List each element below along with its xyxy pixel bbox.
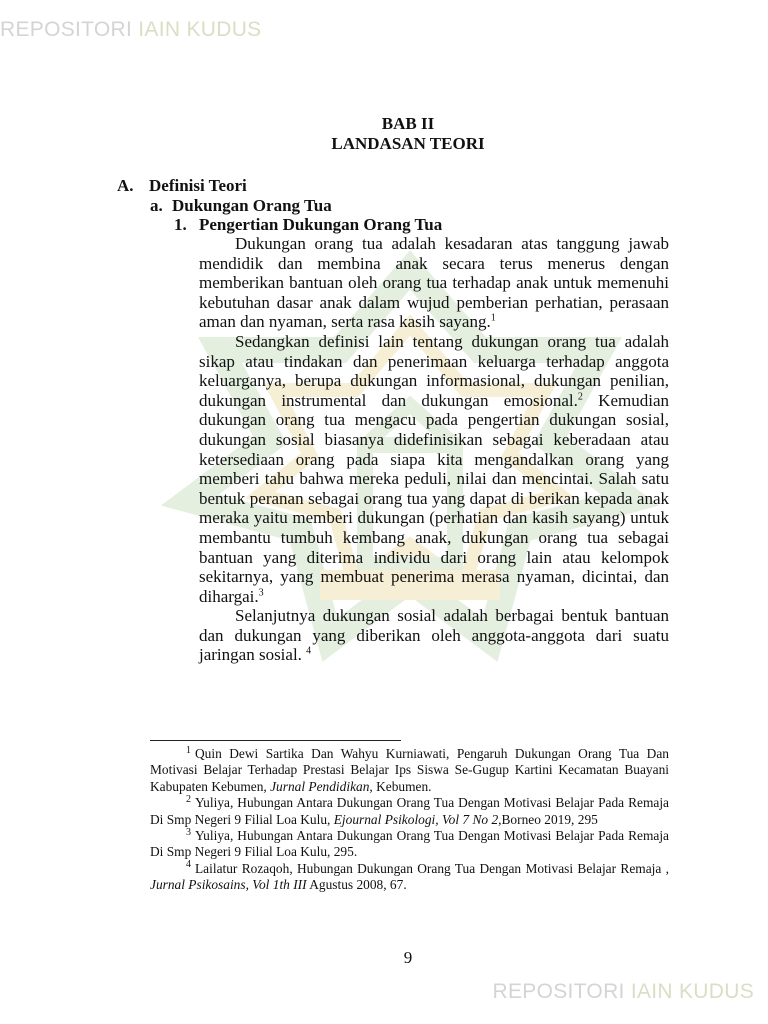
footnote-ref: 3 [258,587,264,599]
footnote: $^2$ Yuliya, Hubungan Antara Dukungan Orang Tua Dengan Motivasi Belajar Pada Remaja Di Smp Negeri 9 Filial Loa Kulu, Ejournal Psikologi, Vol 7 No 2,Borneo 2019, 295 [150,793,669,827]
paragraph: Sedangkan definisi lain tentang dukungan orang tua adalah sikap atau tindakan dan penerimaan keluarga terhadap anggota keluarganya, berupa dukungan informasional, dukungan penilian, dukungan instrumental dan dukungan emosional.$^2$ Kemudian dukungan orang tua mengacu pada pengertian dukungan sosial, dukungan sosial biasanya didefinisikan sebagai keberadaan atau ketersediaan orang pada siapa kita mengandalkan orang yang memberi tahu bahwa mereka peduli, nilai dan mencintai. Salah satu bentuk peranan sebagai orang tua yang dapat di berikan kepada anak meraka yaitu memberi dukungan (perhatian dan kasih sayang) untuk membantu tumbuh kembang anak, dukungan orang tua sebagai bantuan yang diterima individu dari orang lain atau kelompok sekitarnya, yang membuat penerima merasa nyaman, dicintai, dan dihargai.$^3$ [199,331,669,606]
paragraph: Selanjutnya dukungan sosial adalah berbagai bentuk bantuan dan dukungan yang diberikan oleh anggota-anggota dari suatu jaringan sosial. $^4$ [199,606,669,665]
chapter-title: LANDASAN TEORI [331,134,485,153]
body-text [199,234,669,665]
footnote-separator [150,740,401,741]
subsubsection-heading-1: 1. Pengertian Dukungan Orang Tua [174,215,443,234]
footnote-ref: 1 [490,312,496,324]
paragraph: Dukungan orang tua adalah kesadaran atas tanggung jawab mendidik dan membina anak secara terus menerus dengan memberikan bantuan oleh orang tua terhadap anak untuk memenuhi kebutuhan dasar anak dalam wujud pemberian perhatian, perasaan aman dan nyaman, serta rasa kasih sayang.$^1$ [199,234,669,332]
repository-watermark-top: REPOSITORI IAIN KUDUS [0,18,262,41]
footnote: $^1$ Quin Dewi Sartika Dan Wahyu Kurniawati, Pengaruh Dukungan Orang Tua Dan Motivasi Belajar Terhadap Prestasi Belajar Ips Siswa Se-Gugup Kartini Kecamatan Buayani Kabupaten Kebumen, Jurnal Pendidikan, Kebumen. [150,744,669,794]
chapter-number: BAB II [381,114,435,133]
subsection-heading-a: a. Dukungan Orang Tua [150,196,332,215]
footnote-ref: 2 [577,391,583,403]
footnote: $^4$ Lailatur Rozaqoh, Hubungan Dukungan Orang Tua Dengan Motivasi Belajar Remaja , Jurnal Psikosains, Vol 1th III Agustus 2008, 67. [150,859,669,893]
repository-watermark-bottom: REPOSITORI IAIN KUDUS [492,980,754,1003]
page-number: 9 [403,948,413,967]
footnotes [150,746,669,894]
footnote: $^3$ Yuliya, Hubungan Antara Dukungan Orang Tua Dengan Motivasi Belajar Pada Remaja Di Smp Negeri 9 Filial Loa Kulu, 295. [150,826,669,860]
footnote-ref: 4 [306,645,312,657]
section-heading-a: A. Definisi Teori [117,176,247,195]
